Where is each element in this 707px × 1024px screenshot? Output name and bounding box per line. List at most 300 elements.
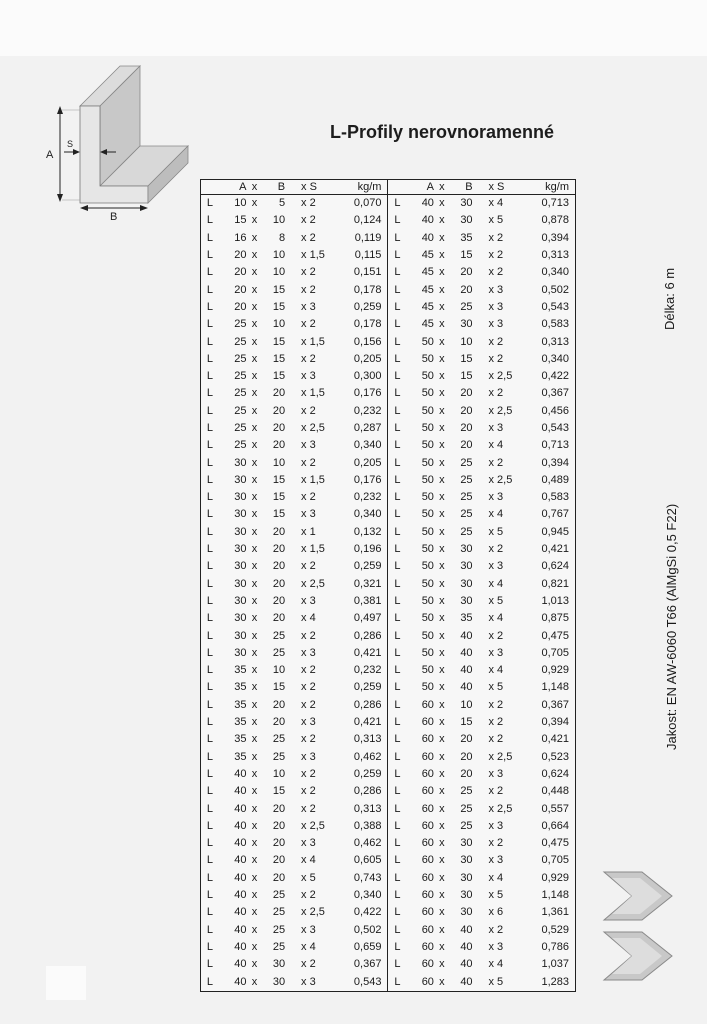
dim-a: 25 <box>234 370 247 383</box>
dim-a: 40 <box>421 214 434 227</box>
weight-kg-m: 0,945 <box>541 525 569 538</box>
times-sign: x <box>439 923 445 936</box>
profile-type: L <box>206 318 214 331</box>
dim-s: x 1,5 <box>301 473 325 486</box>
dim-b: 15 <box>460 716 473 729</box>
times-sign: x <box>439 612 445 625</box>
dim-a: 50 <box>421 439 434 452</box>
spacer <box>473 904 489 921</box>
profile-type: L <box>206 733 214 746</box>
dim-s: x 3 <box>488 767 504 780</box>
weight-kg-m: 0,287 <box>353 422 382 434</box>
dim-s: x 2 <box>488 543 504 556</box>
weight-kg-m: 0,367 <box>353 958 382 971</box>
table-row <box>201 593 576 610</box>
dim-b: 25 <box>460 508 473 521</box>
dim-s: x 4 <box>488 612 504 625</box>
weight-kg-m: 1,361 <box>541 906 569 919</box>
top-band <box>0 0 707 56</box>
times-sign: x <box>251 231 258 244</box>
weight-kg-m: 0,475 <box>541 837 569 850</box>
dim-b: 40 <box>460 646 473 659</box>
dim-s: x 1,5 <box>301 249 325 262</box>
profile-type: L <box>206 197 214 210</box>
times-sign: x <box>439 750 445 763</box>
profile-type: L <box>388 766 404 783</box>
table-row <box>201 662 576 679</box>
dim-b: 20 <box>272 802 286 815</box>
profile-type: L <box>388 783 404 800</box>
weight-kg-m: 0,875 <box>541 612 569 625</box>
table-row <box>201 852 576 869</box>
dim-s: x 2 <box>488 456 504 469</box>
weight-kg-m: 0,421 <box>353 716 382 729</box>
profile-type: L <box>388 904 404 921</box>
profile-type: L <box>388 800 404 817</box>
dim-s: x 2 <box>488 837 504 850</box>
table-row <box>201 230 576 247</box>
times-sign: x <box>251 439 258 452</box>
times-sign: x <box>251 785 258 798</box>
spacer <box>285 541 301 558</box>
dim-a: 50 <box>421 352 434 365</box>
times-sign: x <box>439 802 445 815</box>
spacer <box>473 887 489 904</box>
header-s: x S <box>301 180 331 195</box>
dim-s: x 2 <box>301 785 316 798</box>
dim-b: 25 <box>460 300 473 313</box>
weight-kg-m: 0,259 <box>353 560 382 573</box>
header-b: B <box>262 180 285 195</box>
dim-b: 15 <box>460 370 473 383</box>
weight-kg-m: 0,421 <box>541 733 569 746</box>
dim-b: 30 <box>460 889 473 902</box>
table-row <box>201 316 576 333</box>
dim-a: 15 <box>234 214 247 227</box>
weight-kg-m: 0,529 <box>541 923 569 936</box>
weight-kg-m: 1,037 <box>541 958 569 971</box>
spacer <box>473 247 489 264</box>
weight-kg-m: 0,659 <box>353 940 382 953</box>
dim-b: 20 <box>272 439 286 452</box>
weight-kg-m: 0,543 <box>541 300 569 313</box>
weight-kg-m: 0,115 <box>354 249 382 262</box>
spacer <box>473 558 489 575</box>
dim-b: 20 <box>272 577 286 590</box>
dim-s: x 2 <box>488 352 504 365</box>
profile-type: L <box>206 767 214 780</box>
spacer <box>285 403 301 420</box>
dim-a: 45 <box>421 283 434 296</box>
dim-a: 40 <box>234 906 247 919</box>
times-sign: x <box>251 889 258 902</box>
spacer <box>285 870 301 887</box>
times-sign: x <box>251 940 258 953</box>
times-sign: x <box>251 525 258 538</box>
times-sign: x <box>251 577 258 590</box>
table-row <box>201 558 576 575</box>
spacer <box>473 195 489 213</box>
dim-b: 20 <box>272 594 286 607</box>
spacer <box>473 368 489 385</box>
l-profile-diagram <box>40 58 200 228</box>
dim-a: 50 <box>421 525 434 538</box>
dim-b: 20 <box>272 871 286 884</box>
profile-type: L <box>388 524 404 541</box>
profile-type: L <box>206 594 214 607</box>
dim-s: x 6 <box>488 906 504 919</box>
dim-a: 60 <box>421 802 434 815</box>
profile-type: L <box>388 714 404 731</box>
table-row <box>201 247 576 264</box>
dim-a: 30 <box>234 473 247 486</box>
profile-type: L <box>206 266 214 279</box>
profile-type: L <box>206 473 214 486</box>
dim-s: x 3 <box>301 508 316 521</box>
times-sign: x <box>439 456 445 469</box>
length-note: Délka: 6 m <box>662 267 677 330</box>
dim-b: 35 <box>460 612 473 625</box>
times-sign: x <box>439 698 445 711</box>
dim-a: 60 <box>421 785 434 798</box>
dim-s: x 2 <box>488 923 504 936</box>
times-sign: x <box>439 716 445 729</box>
times-sign: x <box>251 249 258 262</box>
spacer <box>473 973 489 991</box>
dim-s: x 3 <box>301 750 316 763</box>
dim-s: x 3 <box>301 594 316 607</box>
weight-kg-m: 0,475 <box>541 629 569 642</box>
dim-b: 15 <box>272 283 286 296</box>
weight-kg-m: 0,605 <box>353 854 382 867</box>
spacer <box>473 299 489 316</box>
dim-s: x 2 <box>301 456 316 469</box>
table-row <box>201 541 576 558</box>
dim-a: 30 <box>234 612 247 625</box>
spacer <box>285 368 301 385</box>
profile-type: L <box>388 195 404 213</box>
times-sign: x <box>251 906 258 919</box>
times-sign: x <box>251 508 258 521</box>
weight-kg-m: 0,340 <box>541 266 569 279</box>
times-sign: x <box>439 560 445 573</box>
dim-b: 30 <box>272 958 286 971</box>
dim-b: 15 <box>272 370 286 383</box>
profile-type: L <box>206 525 214 538</box>
dim-s: x 2 <box>301 802 316 815</box>
dim-s: x 4 <box>488 439 504 452</box>
profile-type: L <box>388 351 404 368</box>
profile-type: L <box>388 887 404 904</box>
profile-type: L <box>388 230 404 247</box>
dim-a: 30 <box>234 543 247 556</box>
dim-a: 35 <box>234 681 247 694</box>
profile-type: L <box>206 785 214 798</box>
dim-s: x 2 <box>301 889 316 902</box>
times-sign: x <box>439 767 445 780</box>
dim-a: 30 <box>234 456 247 469</box>
dim-a: 50 <box>421 370 434 383</box>
dim-s: x 5 <box>488 975 504 988</box>
profile-type: L <box>388 437 404 454</box>
weight-kg-m: 0,119 <box>354 231 382 244</box>
profile-type: L <box>388 818 404 835</box>
spacer <box>473 766 489 783</box>
dim-s: x 3 <box>488 819 504 832</box>
profile-type: L <box>206 335 214 348</box>
spacer <box>285 973 301 991</box>
weight-kg-m: 0,321 <box>353 577 382 590</box>
times-sign: x <box>251 491 258 504</box>
profile-type: L <box>206 231 214 244</box>
profile-type: L <box>388 489 404 506</box>
profile-type: L <box>388 973 404 991</box>
material-quality-note: Jakost: EN AW-6060 T66 (AlMgSi 0,5 F22) <box>664 503 679 750</box>
table-row <box>201 697 576 714</box>
dim-s: x 2 <box>488 698 504 711</box>
table-row <box>201 818 576 835</box>
times-sign: x <box>439 231 445 244</box>
dim-a: 50 <box>421 681 434 694</box>
weight-kg-m: 0,624 <box>541 560 569 573</box>
profile-type: L <box>206 491 214 504</box>
dim-b: 8 <box>279 231 286 244</box>
dim-a: 30 <box>234 577 247 590</box>
dim-s: x 2,5 <box>301 819 325 832</box>
spacer <box>285 852 301 869</box>
diagram-label-a: A <box>46 149 54 161</box>
dim-b: 20 <box>272 612 286 625</box>
table-row <box>201 749 576 766</box>
dim-a: 20 <box>234 249 247 262</box>
dim-a: 35 <box>234 716 247 729</box>
dim-b: 25 <box>272 923 286 936</box>
dim-s: x 1,5 <box>301 335 325 348</box>
dim-a: 25 <box>234 387 247 400</box>
dim-b: 10 <box>460 698 473 711</box>
profile-type: L <box>388 316 404 333</box>
spacer <box>285 645 301 662</box>
dim-s: x 3 <box>488 283 504 296</box>
spacer <box>285 662 301 679</box>
dim-a: 60 <box>421 698 434 711</box>
spacer <box>473 437 489 454</box>
weight-kg-m: 0,421 <box>353 646 382 659</box>
spacer <box>285 195 301 213</box>
table-row <box>201 333 576 350</box>
times-sign: x <box>439 785 445 798</box>
spacer <box>285 316 301 333</box>
table-row <box>201 800 576 817</box>
times-sign: x <box>251 352 258 365</box>
times-sign: x <box>439 594 445 607</box>
weight-kg-m: 0,070 <box>353 197 382 210</box>
dim-s: x 3 <box>488 854 504 867</box>
dim-s: x 3 <box>301 837 316 850</box>
dim-a: 60 <box>421 767 434 780</box>
spacer <box>473 852 489 869</box>
dim-b: 40 <box>460 629 473 642</box>
weight-kg-m: 0,421 <box>541 543 569 556</box>
times-sign: x <box>251 387 258 400</box>
dim-b: 20 <box>460 767 473 780</box>
weight-kg-m: 0,313 <box>541 335 569 348</box>
dim-b: 20 <box>272 525 286 538</box>
spacer <box>285 766 301 783</box>
diagram-label-b: B <box>110 211 118 223</box>
dim-b: 25 <box>272 940 286 953</box>
dim-a: 50 <box>421 577 434 590</box>
dim-a: 60 <box>421 906 434 919</box>
profile-type: L <box>388 299 404 316</box>
table-row <box>201 973 576 991</box>
weight-kg-m: 0,497 <box>353 612 382 625</box>
dim-b: 20 <box>460 439 473 452</box>
profile-type: L <box>206 664 214 677</box>
profile-type: L <box>206 837 214 850</box>
spacer <box>473 489 489 506</box>
profile-type: L <box>388 749 404 766</box>
dim-a: 40 <box>234 819 247 832</box>
dim-s: x 3 <box>488 422 504 434</box>
weight-kg-m: 0,394 <box>541 456 569 469</box>
dim-s: x 2,5 <box>488 370 513 383</box>
profile-type: L <box>206 819 214 832</box>
weight-kg-m: 0,929 <box>541 871 569 884</box>
dim-a: 50 <box>421 629 434 642</box>
spacer <box>285 783 301 800</box>
dim-b: 15 <box>272 352 286 365</box>
dim-s: x 2,5 <box>301 422 325 434</box>
dim-a: 40 <box>234 837 247 850</box>
times-sign: x <box>439 681 445 694</box>
weight-kg-m: 1,148 <box>541 681 569 694</box>
profile-type: L <box>206 387 214 400</box>
weight-kg-m: 0,340 <box>353 508 382 521</box>
dim-a: 16 <box>234 231 247 244</box>
dim-b: 35 <box>460 231 473 244</box>
profile-type: L <box>388 662 404 679</box>
times-sign: x <box>439 958 445 971</box>
weight-kg-m: 0,259 <box>353 300 382 313</box>
dim-s: x 2 <box>488 733 504 746</box>
table-row <box>201 766 576 783</box>
weight-kg-m: 0,232 <box>353 664 382 677</box>
spacer <box>285 385 301 402</box>
dim-a: 10 <box>234 197 247 210</box>
dim-b: 40 <box>460 958 473 971</box>
dim-s: x 2,5 <box>488 750 513 763</box>
profile-type: L <box>206 283 214 296</box>
profile-type: L <box>388 541 404 558</box>
dim-b: 25 <box>272 646 286 659</box>
times-sign: x <box>251 473 258 486</box>
dim-a: 60 <box>421 975 434 988</box>
profile-type: L <box>206 629 214 642</box>
profile-type: L <box>388 939 404 956</box>
dim-a: 50 <box>421 594 434 607</box>
profile-type: L <box>388 679 404 696</box>
dim-s: x 4 <box>488 577 504 590</box>
header-a: A <box>404 180 434 195</box>
times-sign: x <box>251 422 258 434</box>
times-sign: x <box>251 335 258 348</box>
weight-kg-m: 0,821 <box>541 577 569 590</box>
times-sign: x <box>439 577 445 590</box>
dim-s: x 2 <box>301 560 316 573</box>
dim-a: 60 <box>421 750 434 763</box>
spacer <box>285 610 301 627</box>
table-row <box>201 264 576 281</box>
table-row <box>201 299 576 316</box>
dim-a: 50 <box>421 456 434 469</box>
table-row <box>201 887 576 904</box>
dim-a: 50 <box>421 387 434 400</box>
spacer <box>473 454 489 471</box>
times-sign: x <box>251 197 258 210</box>
dim-a: 50 <box>421 664 434 677</box>
spacer <box>473 351 489 368</box>
times-sign: x <box>251 404 258 417</box>
spacer <box>473 420 489 437</box>
dim-b: 25 <box>460 456 473 469</box>
spacer <box>285 489 301 506</box>
profile-type: L <box>206 716 214 729</box>
dim-b: 20 <box>272 854 286 867</box>
double-chevron-right-icon <box>602 868 676 924</box>
dim-a: 20 <box>234 283 247 296</box>
profile-type: L <box>388 593 404 610</box>
spacer <box>473 749 489 766</box>
spacer <box>285 333 301 350</box>
dim-b: 20 <box>272 698 286 711</box>
dim-b: 30 <box>460 214 473 227</box>
weight-kg-m: 0,232 <box>353 491 382 504</box>
spacer <box>285 576 301 593</box>
weight-kg-m: 0,489 <box>541 473 569 486</box>
table-row <box>201 904 576 921</box>
spacer <box>473 333 489 350</box>
dim-a: 40 <box>234 767 247 780</box>
dim-s: x 2 <box>301 767 316 780</box>
profile-type: L <box>388 403 404 420</box>
times-sign: x <box>439 871 445 884</box>
table-row <box>201 212 576 229</box>
dim-b: 15 <box>272 785 286 798</box>
weight-kg-m: 0,313 <box>353 802 382 815</box>
times-sign: x <box>439 439 445 452</box>
dim-b: 20 <box>272 716 286 729</box>
profile-type: L <box>388 264 404 281</box>
profile-type: L <box>206 370 214 383</box>
times-sign: x <box>251 923 258 936</box>
profile-type: L <box>388 506 404 523</box>
spacer <box>473 697 489 714</box>
weight-kg-m: 0,176 <box>353 387 382 400</box>
dim-b: 30 <box>460 594 473 607</box>
dim-a: 40 <box>234 975 247 988</box>
table-row <box>201 921 576 938</box>
dim-s: x 1,5 <box>301 387 325 400</box>
times-sign: x <box>251 958 258 971</box>
header-x: x <box>434 180 450 195</box>
times-sign: x <box>251 283 258 296</box>
profile-type: L <box>206 750 214 763</box>
dim-s: x 2 <box>301 958 316 971</box>
dim-a: 50 <box>421 508 434 521</box>
weight-kg-m: 0,205 <box>353 456 382 469</box>
profile-type: L <box>388 697 404 714</box>
